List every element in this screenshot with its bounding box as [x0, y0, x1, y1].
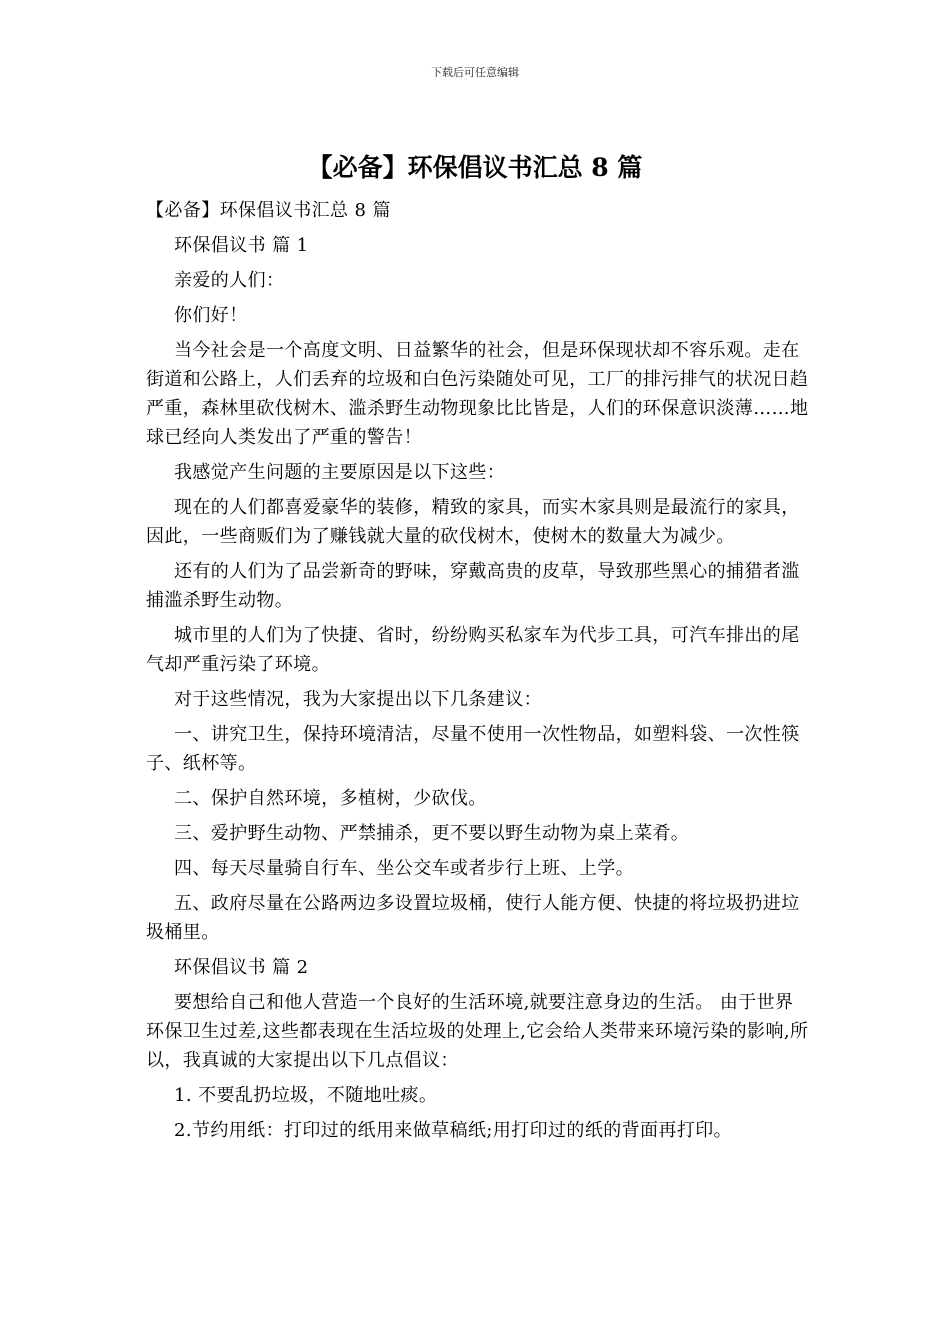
- document-title: 【必备】环保倡议书汇总 8 篇: [307, 153, 643, 182]
- intro-line: 【必备】环保倡议书汇总 8 篇: [146, 200, 391, 221]
- paragraph: 现在的人们都喜爱豪华的装修，精致的家具，而实木家具则是最流行的家具，因此，一些商贩们为了赚钱就大量的砍伐树木，使树木的数量大为减少。: [146, 497, 800, 547]
- paragraph: 我感觉产生问题的主要原因是以下这些：: [174, 462, 506, 483]
- paragraph: 对于这些情况，我为大家提出以下几条建议：: [174, 689, 542, 710]
- paragraph: 还有的人们为了品尝新奇的野味，穿戴高贵的皮草，导致那些黑心的捕猎者滥捕滥杀野生动物。: [146, 561, 800, 611]
- proposal-item: 1. 不要乱扔垃圾，不随地吐痰。: [174, 1085, 438, 1106]
- suggestion-item: 四、每天尽量骑自行车、坐公交车或者步行上班、上学。: [174, 858, 634, 879]
- section-heading: 环保倡议书 篇 1: [174, 235, 309, 256]
- suggestion-item: 一、讲究卫生，保持环境清洁，尽量不使用一次性物品，如塑料袋、一次性筷子、纸杯等。: [146, 724, 800, 774]
- salutation: 亲爱的人们：: [174, 270, 285, 291]
- proposal-item: 2.节约用纸：打印过的纸用来做草稿纸;用打印过的纸的背面再打印。: [174, 1120, 733, 1141]
- greeting: 你们好！: [174, 305, 248, 326]
- header-note: 下载后可任意编辑: [431, 66, 519, 79]
- document-body: [146, 196, 810, 1151]
- suggestion-item: 五、政府尽量在公路两边多设置垃圾桶，使行人能方便、快捷的将垃圾扔进垃圾桶里。: [146, 893, 800, 943]
- paragraph: 城市里的人们为了快捷、省时，纷纷购买私家车为代步工具，可汽车排出的尾气却严重污染了环境。: [146, 625, 800, 675]
- paragraph: 要想给自己和他人营造一个良好的生活环境,就要注意身边的生活。 由于世界环保卫生过差,这些都表现在生活垃圾的处理上,它会给人类带来环境污染的影响,所以，我真诚的大家提出以下几点倡议：: [146, 992, 809, 1071]
- paragraph: 当今社会是一个高度文明、日益繁华的社会，但是环保现状却不容乐观。走在街道和公路上，人们丢弃的垃圾和白色污染随处可见，工厂的排污排气的状况日趋严重，森林里砍伐树木、滥杀野生动物现象比比皆是，人们的环保意识淡薄……地球已经向人类发出了严重的警告！: [146, 340, 809, 448]
- section-heading: 环保倡议书 篇 2: [174, 957, 309, 978]
- suggestion-item: 三、爱护野生动物、严禁捕杀，更不要以野生动物为桌上菜肴。: [174, 823, 690, 844]
- suggestion-item: 二、保护自然环境，多植树，少砍伐。: [174, 788, 487, 809]
